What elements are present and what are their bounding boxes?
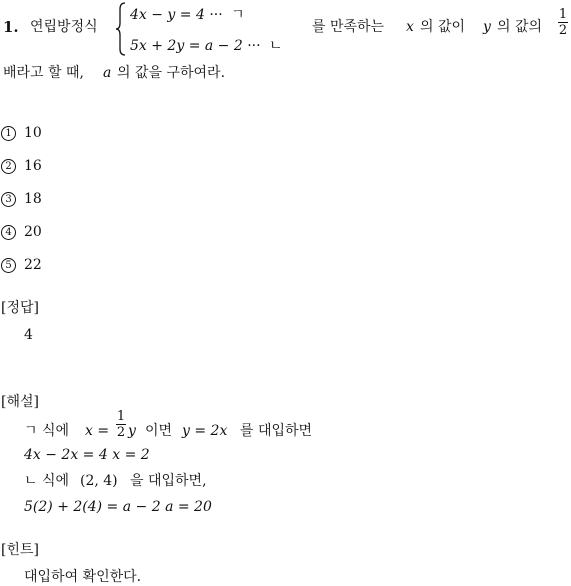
solution-line3-math: (2, 4): [80, 473, 118, 489]
system-brace: [116, 2, 126, 56]
problem-tail-text-3: 의 값의: [497, 19, 543, 35]
choice-value: 16: [24, 158, 42, 174]
hint-text: 대입하여 확인한다.: [24, 569, 142, 585]
solution-fraction-denominator: 2: [116, 425, 126, 440]
equation-1-lhs: 4x − y = 4: [130, 7, 205, 23]
problem-line2-text-1: 배라고 할 때,: [3, 65, 84, 81]
equation-2-tag: ㄴ: [269, 38, 283, 54]
problem-line2-text-2: 의 값을 구하여라.: [117, 65, 226, 81]
choice-number-circle: 3: [1, 192, 16, 207]
solution-line-2: 4x − 2x = 4 x = 2: [24, 447, 150, 463]
solution-line1-math-1: x =: [85, 423, 110, 439]
problem-tail-text-2: 의 값이: [420, 19, 466, 35]
problem-fraction-denominator: 2: [558, 23, 568, 38]
answer-heading: [정답]: [1, 300, 39, 316]
solution-heading: [해설]: [1, 394, 39, 410]
equation-1-tag: ㄱ: [231, 7, 245, 23]
choice-number-circle: 5: [1, 258, 16, 273]
choice-number-circle: 1: [1, 126, 16, 141]
choice-number-circle: 2: [1, 159, 16, 174]
choice-number-circle: 4: [1, 225, 16, 240]
solution-fraction-numerator: 1: [116, 409, 126, 424]
choice-value: 10: [24, 125, 42, 141]
solution-line-4: 5(2) + 2(4) = a − 2 a = 20: [24, 499, 212, 515]
problem-intro-text: 연립방정식: [30, 19, 98, 35]
equation-2: [130, 39, 283, 53]
equation-2-lhs: 5x + 2y = a − 2: [130, 38, 243, 54]
solution-line1-math-3: y = 2x: [182, 423, 228, 439]
problem-number: 1.: [3, 18, 19, 36]
solution-line1-math-2: y: [128, 423, 136, 439]
equation-1: [130, 8, 245, 22]
equation-1-dots: ···: [209, 7, 223, 23]
choice-value: 22: [24, 257, 42, 273]
problem-var-a: a: [103, 65, 112, 81]
solution-fraction: [116, 410, 126, 439]
problem-tail-text-1: 를 만족하는: [312, 19, 385, 35]
equation-2-dots: ···: [247, 38, 261, 54]
problem-fraction: [558, 8, 568, 37]
answer-value: 4: [24, 327, 33, 343]
solution-line1-text-1: ㄱ 식에: [24, 423, 70, 439]
problem-fraction-numerator: 1: [558, 7, 568, 22]
solution-line3-text-2: 을 대입하면,: [130, 473, 207, 489]
choice-value: 20: [24, 224, 42, 240]
problem-var-y: y: [483, 19, 491, 35]
problem-var-x: x: [406, 19, 414, 35]
hint-heading: [힌트]: [1, 542, 39, 558]
solution-line3-text-1: ㄴ 식에: [24, 473, 70, 489]
choice-value: 18: [24, 191, 42, 207]
solution-line1-text-2: 이면: [145, 423, 173, 439]
solution-line1-text-3: 를 대입하면: [240, 423, 313, 439]
